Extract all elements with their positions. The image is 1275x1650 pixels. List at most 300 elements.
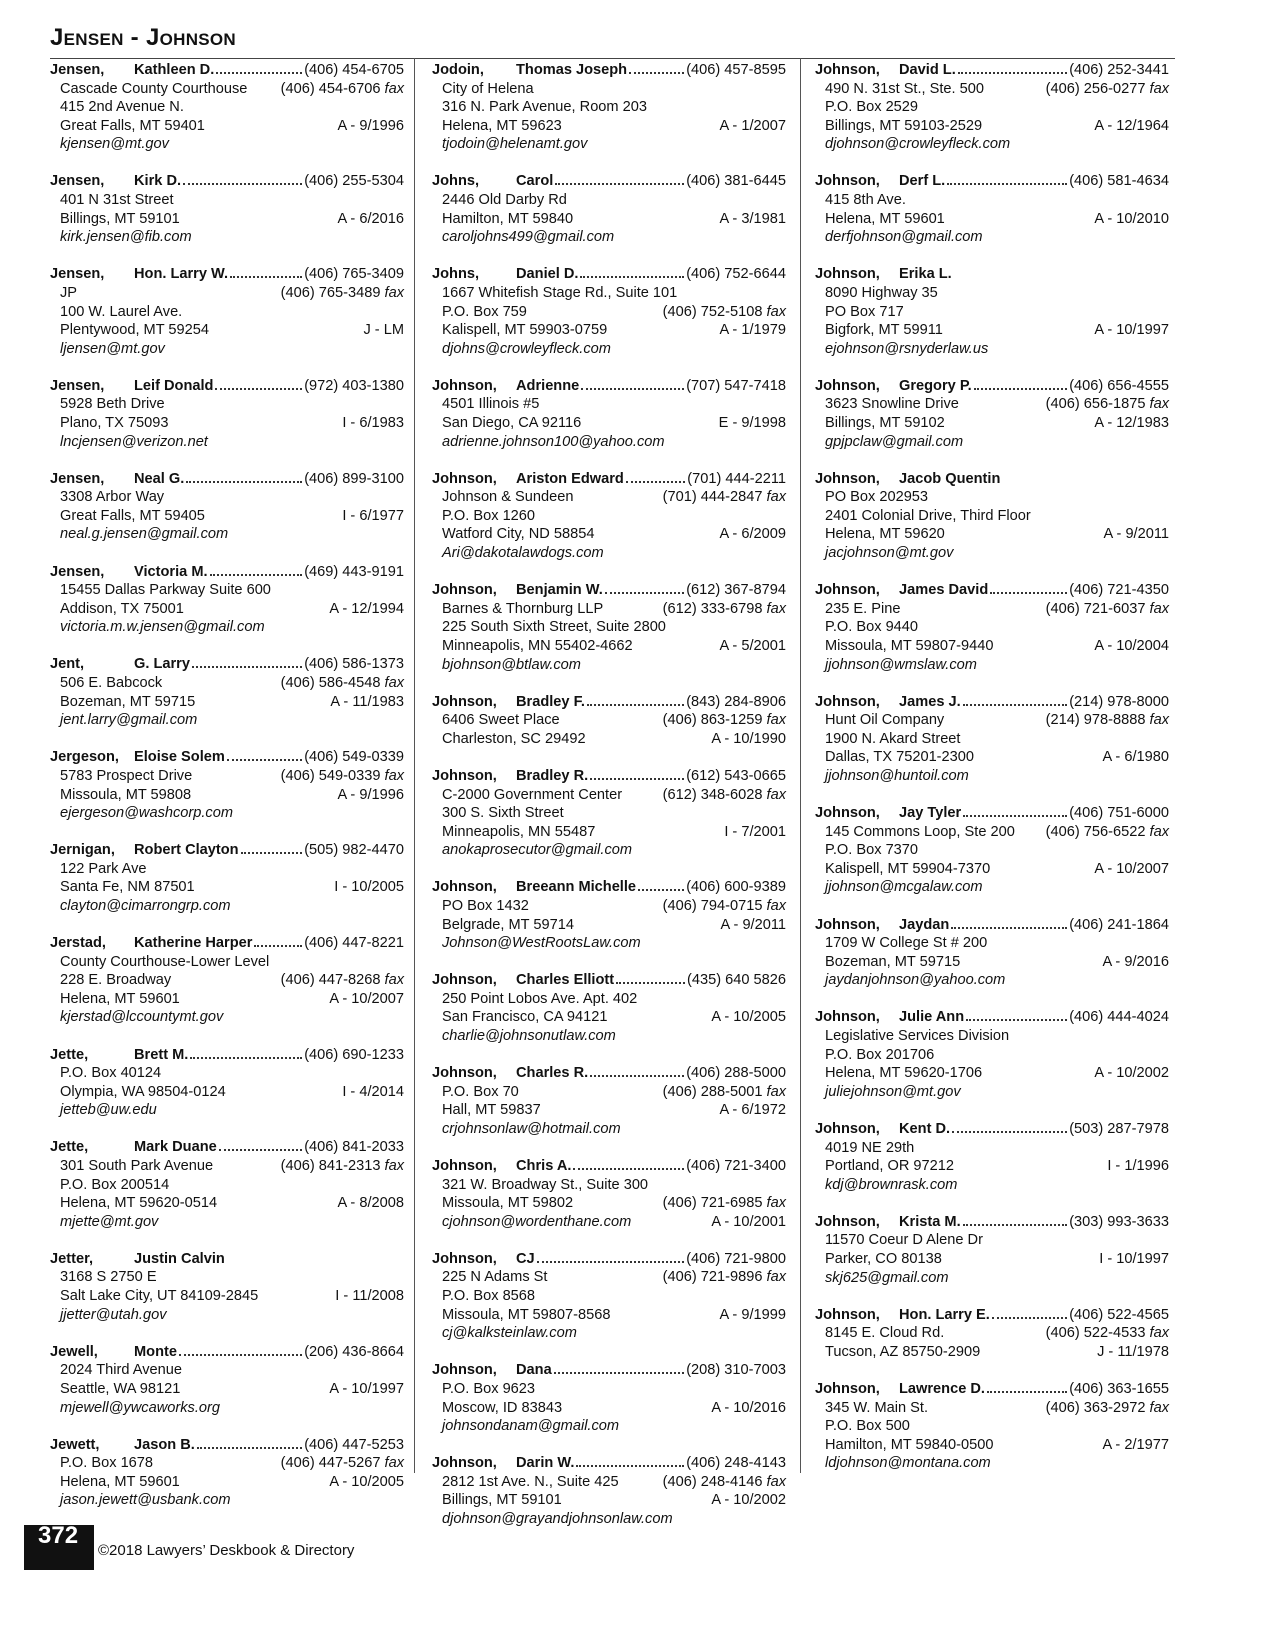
fax-number	[1046, 80, 1169, 99]
email-address: jetteb@uw.edu	[60, 1102, 157, 1119]
phone-number: (406) 447-8221	[304, 935, 404, 952]
admission-info	[1102, 748, 1169, 767]
admission-value: A - 10/2016	[711, 1399, 786, 1416]
fax-label: fax	[1149, 1325, 1169, 1342]
attorney-name	[50, 61, 304, 80]
admission-value: I - 10/1997	[1099, 1250, 1169, 1267]
surname: Johnson,	[815, 1380, 880, 1397]
address-line	[815, 841, 1169, 860]
fax-label: fax	[384, 972, 404, 989]
email-address: Ari@dakotalawdogs.com	[442, 545, 604, 562]
admission-info	[719, 525, 786, 544]
address-line	[432, 600, 786, 619]
surname: Johnson,	[815, 693, 880, 710]
email-address: clayton@cimarrongrp.com	[60, 897, 231, 914]
given-name: Eloise Solem	[134, 749, 225, 766]
address-text: P.O. Box 2529	[825, 99, 919, 116]
column-divider	[414, 58, 415, 1473]
address-text: Missoula, MT 59807-9440	[825, 637, 994, 654]
address-line	[815, 414, 1169, 433]
surname: Johnson,	[815, 805, 880, 822]
surname: Jensen,	[50, 62, 105, 78]
address-line	[815, 525, 1169, 544]
address-line	[815, 711, 1169, 730]
fax-value: (406) 522-4533	[1045, 1325, 1146, 1342]
admission-info	[337, 117, 404, 136]
surname: Johnson,	[432, 470, 497, 487]
phone-number: (406) 721-9800	[686, 1250, 786, 1267]
given-name: Victoria M.	[134, 563, 208, 580]
address-text: 250 Point Lobos Ave. Apt. 402	[442, 990, 638, 1007]
address-text: 8090 Highway 35	[825, 284, 938, 301]
given-name: Chris A.	[516, 1158, 572, 1174]
admission-value: A - 5/2001	[719, 637, 786, 654]
address-text: Minneapolis, MN 55402-4662	[442, 637, 633, 654]
address-line	[815, 117, 1169, 136]
admission-value: A - 9/2011	[720, 916, 786, 933]
email-address: djohns@crowleyfleck.com	[442, 340, 611, 357]
address-text: 345 W. Main St.	[825, 1399, 929, 1416]
address-line	[50, 303, 404, 322]
attorney-name	[432, 971, 687, 990]
address-text: Hamilton, MT 59840	[442, 210, 574, 227]
given-name: Charles R.	[516, 1065, 589, 1082]
directory-entry	[50, 265, 404, 358]
dot-leader	[629, 72, 684, 74]
dot-leader	[241, 852, 303, 854]
address-text: Salt Lake City, UT 84109-2845	[60, 1288, 259, 1305]
fax-value: (406) 549-0339	[280, 767, 381, 784]
fax-number	[663, 1083, 786, 1102]
directory-entry	[432, 377, 786, 451]
attorney-name	[50, 1250, 404, 1269]
address-line	[432, 191, 786, 210]
address-text: 300 S. Sixth Street	[442, 805, 564, 822]
entry-heading	[432, 470, 786, 489]
phone-number: (406) 721-4350	[1069, 582, 1169, 599]
attorney-name	[432, 878, 686, 897]
address-line	[432, 1306, 786, 1325]
address-line	[432, 414, 786, 433]
address-line	[432, 711, 786, 730]
entry-heading	[50, 1138, 404, 1157]
address-line	[50, 693, 404, 712]
phone-number: (406) 765-3409	[304, 266, 404, 283]
address-line	[50, 1268, 404, 1287]
admission-value: I - 11/2008	[335, 1288, 404, 1305]
dot-leader	[626, 481, 685, 483]
admission-info	[342, 414, 404, 433]
address-line	[50, 990, 404, 1009]
directory-entry	[50, 377, 404, 451]
admission-info	[721, 916, 786, 935]
phone-number: (406) 899-3100	[304, 470, 404, 487]
address-line	[815, 953, 1169, 972]
address-line	[50, 80, 404, 99]
given-name: Ariston Edward	[516, 470, 624, 487]
surname: Johnson,	[432, 1455, 497, 1472]
admission-value: I - 6/1983	[342, 415, 404, 431]
address-line	[432, 284, 786, 303]
fax-number	[1046, 395, 1169, 414]
admission-info	[1094, 210, 1169, 229]
entry-heading	[432, 1064, 786, 1083]
entry-heading	[50, 655, 404, 674]
admission-value: A - 9/1996	[337, 117, 404, 134]
address-line	[432, 637, 786, 656]
address-line	[815, 1250, 1169, 1269]
phone-number: (406) 721-3400	[686, 1158, 786, 1174]
email-address: kirk.jensen@fib.com	[60, 229, 192, 246]
address-line	[50, 1176, 404, 1195]
address-text: Belgrade, MT 59714	[442, 916, 574, 933]
fax-number	[663, 488, 786, 507]
address-text: 15455 Dallas Parkway Suite 600	[60, 582, 271, 599]
email-address: tjodoin@helenamt.gov	[442, 136, 588, 153]
admission-info	[1102, 1436, 1169, 1455]
address-line	[432, 1287, 786, 1306]
address-text: 122 Park Ave	[60, 860, 147, 877]
phone-number: (406) 586-1373	[304, 656, 404, 673]
address-line	[815, 210, 1169, 229]
address-line	[432, 1213, 786, 1232]
given-name: Brett M.	[134, 1046, 189, 1063]
address-text: Legislative Services Division	[825, 1028, 1010, 1045]
address-text: Dallas, TX 75201-2300	[825, 749, 975, 766]
phone-number: (406) 241-1864	[1069, 916, 1169, 933]
surname: Jergeson,	[50, 749, 119, 766]
given-name: Adrienne	[516, 377, 580, 394]
fax-value: (406) 586-4548	[280, 675, 381, 692]
surname: Jensen,	[50, 173, 105, 190]
email-address: cj@kalksteinlaw.com	[442, 1325, 577, 1342]
admission-info	[329, 1473, 404, 1492]
address-text: P.O. Box 500	[825, 1418, 910, 1435]
directory-entry	[432, 971, 786, 1045]
admission-info	[337, 1194, 404, 1213]
dot-leader	[580, 276, 684, 278]
address-line	[50, 971, 404, 990]
admission-info	[337, 786, 404, 805]
phone-number: (701) 444-2211	[687, 470, 786, 487]
given-name: Julie Ann	[899, 1009, 965, 1026]
address-text: 415 2nd Avenue N.	[60, 99, 184, 116]
directory-entry	[50, 470, 404, 544]
email-address: charlie@johnsonutlaw.com	[442, 1028, 616, 1045]
address-text: 2812 1st Ave. N., Suite 425	[442, 1473, 619, 1490]
attorney-name	[432, 1361, 686, 1380]
admission-info	[1094, 1064, 1169, 1083]
fax-value: (406) 756-6522	[1045, 823, 1146, 840]
given-name: Jacob Quentin	[899, 470, 1001, 487]
directory-entry	[432, 1064, 786, 1138]
admission-info	[719, 117, 786, 136]
address-line	[432, 395, 786, 414]
address-line	[50, 488, 404, 507]
surname: Johnson,	[432, 1065, 497, 1082]
fax-value: (406) 863-1259	[662, 712, 763, 729]
phone-number: (707) 547-7418	[686, 377, 786, 394]
email-address: bjohnson@btlaw.com	[442, 656, 581, 673]
entry-heading	[50, 172, 404, 191]
address-text: 3168 S 2750 E	[60, 1269, 157, 1286]
attorney-name	[815, 265, 1169, 284]
given-name: James J.	[899, 693, 961, 710]
fax-value: (406) 841-2313	[280, 1158, 381, 1174]
address-text: 321 W. Broadway St., Suite 300	[442, 1176, 649, 1193]
address-text: 11570 Coeur D Alene Dr	[825, 1232, 983, 1249]
surname: Jensen,	[50, 470, 105, 487]
address-line	[432, 1399, 786, 1418]
address-text: 2446 Old Darby Rd	[442, 192, 567, 209]
address-text: Addison, TX 75001	[60, 600, 184, 617]
directory-entry	[50, 1436, 404, 1510]
entry-heading	[815, 1120, 1169, 1139]
given-name: Leif Donald	[134, 377, 214, 394]
attorney-name	[815, 916, 1069, 935]
entry-heading	[50, 1046, 404, 1065]
directory-entry	[432, 1250, 786, 1343]
admission-info	[1099, 1250, 1169, 1269]
attorney-name	[432, 265, 686, 284]
attorney-name	[432, 767, 686, 786]
dot-leader	[581, 388, 684, 390]
directory-entry	[50, 1343, 404, 1417]
attorney-name	[815, 470, 1169, 489]
directory-entry	[50, 655, 404, 729]
email-address: kjerstad@lccountymt.gov	[60, 1009, 224, 1026]
address-line	[432, 823, 786, 842]
phone-number: (503) 287-7978	[1069, 1120, 1169, 1137]
admission-value: A - 12/1964	[1094, 117, 1169, 134]
address-text: Hunt Oil Company	[825, 712, 945, 729]
entry-heading	[815, 172, 1169, 191]
address-line	[50, 600, 404, 619]
surname: Johnson,	[432, 972, 497, 989]
address-line	[50, 98, 404, 117]
address-line	[815, 730, 1169, 749]
address-text: 1667 Whitefish Stage Rd., Suite 101	[442, 284, 678, 301]
fax-value: (406) 454-6706	[280, 80, 381, 97]
entry-heading	[50, 377, 404, 396]
email-address: caroljohns499@gmail.com	[442, 229, 615, 246]
admission-info	[719, 321, 786, 340]
address-text: Billings, MT 59103-2529	[825, 117, 983, 134]
address-text: 225 N Adams St	[442, 1269, 548, 1286]
address-line	[432, 804, 786, 823]
address-line	[50, 581, 404, 600]
admission-info	[330, 693, 404, 712]
email-address: mjewell@ywcaworks.org	[60, 1399, 220, 1416]
directory-entry	[50, 1046, 404, 1120]
dot-leader	[216, 72, 302, 74]
dot-leader	[179, 1354, 302, 1356]
dot-leader	[966, 1019, 1067, 1021]
email-address: jason.jewett@usbank.com	[60, 1492, 231, 1509]
address-text: Billings, MT 59102	[825, 415, 945, 431]
address-line	[815, 860, 1169, 879]
address-line	[815, 1231, 1169, 1250]
fax-value: (406) 765-3489	[280, 284, 381, 301]
attorney-name	[50, 1343, 304, 1362]
admission-info	[329, 600, 404, 619]
address-line	[50, 117, 404, 136]
address-text: County Courthouse-Lower Level	[60, 953, 270, 970]
address-line	[432, 488, 786, 507]
address-text: Kalispell, MT 59904-7370	[825, 860, 991, 877]
address-line	[50, 1454, 404, 1473]
admission-value: I - 4/2014	[342, 1083, 404, 1100]
address-line	[815, 637, 1169, 656]
entry-heading	[815, 1380, 1169, 1399]
admission-info	[1094, 321, 1169, 340]
directory-entry	[815, 61, 1169, 154]
fax-number	[281, 284, 404, 303]
dot-leader	[576, 1465, 684, 1467]
address-text: P.O. Box 9440	[825, 619, 919, 636]
header-rule	[50, 58, 1175, 59]
dot-leader	[537, 1261, 685, 1263]
admission-value: A - 8/2008	[337, 1195, 404, 1212]
directory-entry	[50, 934, 404, 1027]
surname: Jernigan,	[50, 842, 115, 859]
directory-entry	[432, 693, 786, 749]
address-text: Hamilton, MT 59840-0500	[825, 1436, 994, 1453]
dot-leader	[190, 1057, 302, 1059]
column-divider	[800, 58, 801, 1473]
address-text: Billings, MT 59101	[60, 210, 180, 227]
fax-label: fax	[766, 1083, 786, 1100]
attorney-name	[815, 1213, 1069, 1232]
fax-number	[663, 897, 786, 916]
address-line	[432, 1268, 786, 1287]
fax-value: (406) 256-0277	[1045, 80, 1146, 97]
phone-number: (406) 549-0339	[304, 749, 404, 766]
dot-leader	[987, 1391, 1067, 1393]
surname: Johnson,	[815, 1306, 880, 1323]
admission-value: A - 10/2005	[329, 1473, 404, 1490]
address-text: Helena, MT 59620-1706	[825, 1065, 983, 1082]
directory-entry	[432, 470, 786, 563]
attorney-name	[432, 581, 686, 600]
address-text: C-2000 Government Center	[442, 786, 623, 803]
fax-label: fax	[766, 303, 786, 320]
fax-value: (612) 348-6028	[662, 786, 763, 803]
fax-value: (612) 333-6798	[662, 600, 763, 617]
admission-value: A - 9/2016	[1102, 953, 1169, 970]
directory-entry	[432, 1361, 786, 1435]
entry-heading	[815, 1213, 1169, 1232]
address-text: Moscow, ID 83843	[442, 1399, 563, 1416]
email-address: jjohnson@huntoil.com	[825, 768, 969, 784]
entry-heading	[50, 1250, 404, 1269]
entry-heading	[432, 172, 786, 191]
attorney-name	[50, 470, 304, 489]
surname: Johnson,	[432, 693, 497, 710]
given-name: Breeann Michelle	[516, 879, 637, 896]
directory-entry	[815, 693, 1169, 786]
entry-heading	[432, 61, 786, 80]
entry-heading	[50, 61, 404, 80]
address-line	[50, 395, 404, 414]
entry-heading	[50, 470, 404, 489]
fax-label: fax	[384, 1455, 404, 1472]
dot-leader	[963, 1224, 1068, 1226]
address-line	[432, 303, 786, 322]
address-line	[815, 395, 1169, 414]
phone-number: (406) 363-1655	[1069, 1380, 1169, 1397]
fax-number	[281, 767, 404, 786]
attorney-name	[432, 1157, 686, 1176]
address-line	[815, 1324, 1169, 1343]
address-text: 490 N. 31st St., Ste. 500	[825, 80, 985, 97]
address-line	[815, 1417, 1169, 1436]
dot-leader	[605, 592, 684, 594]
admission-value: J - 11/1978	[1097, 1343, 1169, 1360]
attorney-name	[815, 581, 1069, 600]
phone-number: (406) 252-3441	[1069, 62, 1169, 78]
attorney-name	[815, 804, 1069, 823]
address-text: Watford City, ND 58854	[442, 526, 595, 543]
attorney-name	[50, 563, 304, 582]
attorney-name	[50, 934, 304, 953]
address-text: Parker, CO 80138	[825, 1250, 942, 1267]
email-address: jjohnson@mcgalaw.com	[825, 879, 983, 896]
directory-entry	[50, 61, 404, 154]
admission-value: A - 9/2011	[1103, 526, 1169, 543]
admission-info	[329, 1380, 404, 1399]
entry-heading	[50, 934, 404, 953]
directory-column-2	[432, 61, 786, 1547]
address-text: 235 E. Pine	[825, 600, 901, 617]
entry-heading	[50, 1343, 404, 1362]
given-name: Darin W.	[516, 1455, 575, 1472]
surname: Johnson,	[432, 1250, 497, 1267]
address-text: 506 E. Babcock	[60, 675, 163, 692]
directory-entry	[432, 172, 786, 246]
given-name: Jay Tyler	[899, 805, 962, 822]
address-text: Great Falls, MT 59401	[60, 117, 205, 134]
address-line	[815, 1027, 1169, 1046]
address-line	[432, 786, 786, 805]
address-line	[815, 303, 1169, 322]
surname: Johnson,	[815, 377, 880, 394]
dot-leader	[587, 704, 684, 706]
dot-leader	[210, 574, 303, 576]
address-text: Hall, MT 59837	[442, 1102, 541, 1119]
admission-value: A - 10/2002	[711, 1492, 786, 1509]
address-text: 4501 Illinois #5	[442, 396, 540, 413]
admission-info	[724, 823, 786, 842]
address-text: Missoula, MT 59807-8568	[442, 1306, 611, 1323]
phone-number: (406) 454-6705	[304, 62, 404, 78]
given-name: Daniel D.	[516, 266, 579, 283]
dot-leader	[590, 1075, 684, 1077]
address-line	[432, 210, 786, 229]
address-line	[50, 786, 404, 805]
admission-value: A - 10/1997	[329, 1380, 404, 1397]
email-address: kdj@brownrask.com	[825, 1176, 958, 1193]
fax-number	[281, 1454, 404, 1473]
fax-label: fax	[766, 1195, 786, 1212]
address-line	[815, 1139, 1169, 1158]
fax-value: (406) 721-6985	[662, 1195, 763, 1212]
address-text: City of Helena	[442, 80, 534, 97]
attorney-name	[432, 1064, 686, 1083]
email-address: skj625@gmail.com	[825, 1269, 949, 1286]
entry-heading	[50, 563, 404, 582]
address-line	[50, 860, 404, 879]
